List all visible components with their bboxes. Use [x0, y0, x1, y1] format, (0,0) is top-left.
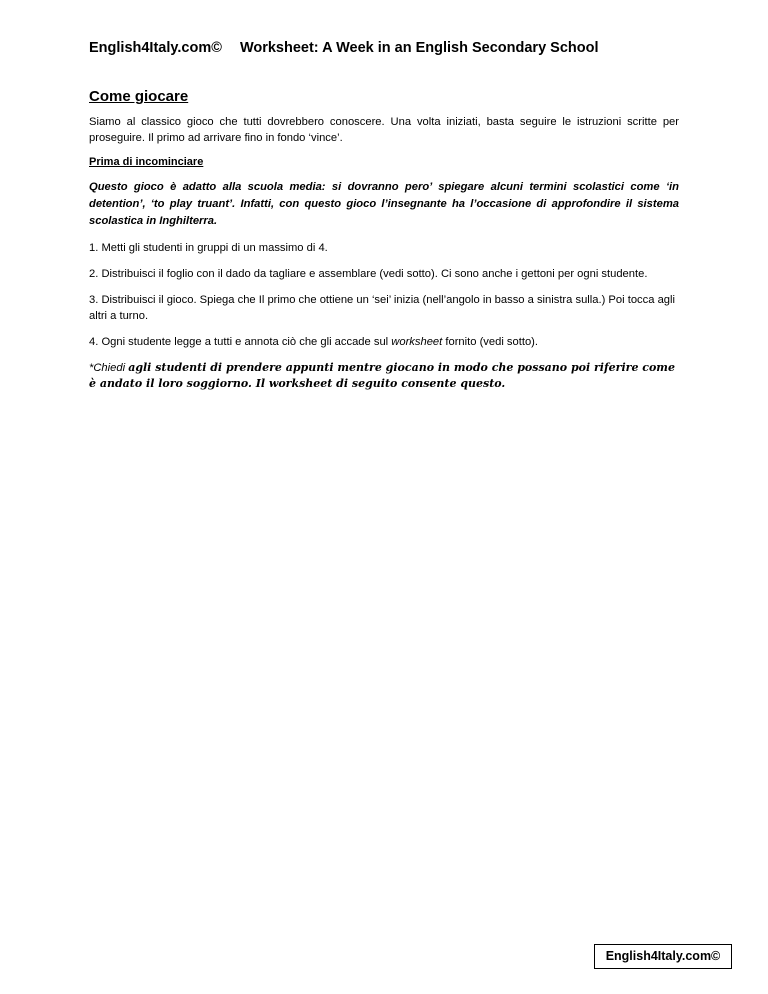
page-header — [89, 40, 599, 56]
teacher-note — [89, 360, 679, 392]
intro-paragraph: Siamo al classico gioco che tutti dovrebbero conoscere. Una volta iniziati, basta seguire le istruzioni scritte per proseguire. Il primo ad arrivare fino in fondo ‘vince’. — [89, 116, 679, 144]
note-bold-text: agli studenti di prendere appunti mentre giocano in modo che possano poi riferire come è andato il loro soggiorno. Il worksheet di seguito consente questo. — [89, 361, 675, 390]
step-2: 2. Distribuisci il foglio con il dado da tagliare e assemblare (vedi sotto). Ci sono anche i gettoni per ogni studente. — [89, 268, 648, 280]
step-1: 1. Metti gli studenti in gruppi di un massimo di 4. — [89, 242, 328, 254]
before-start-text: Questo gioco è adatto alla scuola media: si dovranno pero’ spiegare alcuni termini scolastici come ‘in detention’, ‘to play truant’. Infatti, con questo gioco l’insegnante ha l’occasione di approfondire il sistema scolastica in Inghilterra. — [89, 181, 679, 227]
header-brand: English4Italy.com© — [89, 40, 222, 56]
step-4-emphasis: worksheet — [391, 336, 443, 348]
header-title: Worksheet: A Week in an English Secondary School — [239, 40, 599, 56]
before-start-heading: Prima di incominciare — [89, 156, 204, 168]
step-4-after: fornito (vedi sotto). — [442, 336, 539, 348]
step-4 — [89, 334, 679, 350]
section-title: Come giocare — [89, 88, 189, 105]
document-body — [89, 88, 679, 392]
step-4-before: 4. Ogni studente legge a tutti e annota ciò che gli accade sul — [89, 336, 392, 348]
step-3: 3. Distribuisci il gioco. Spiega che Il primo che ottiene un ‘sei’ inizia (nell’angolo in basso a sinistra sulla.) Poi tocca agli altri a turno. — [89, 294, 675, 322]
footer-brand-box: English4Italy.com© — [594, 944, 732, 969]
note-lead: *Chiedi — [89, 362, 129, 374]
